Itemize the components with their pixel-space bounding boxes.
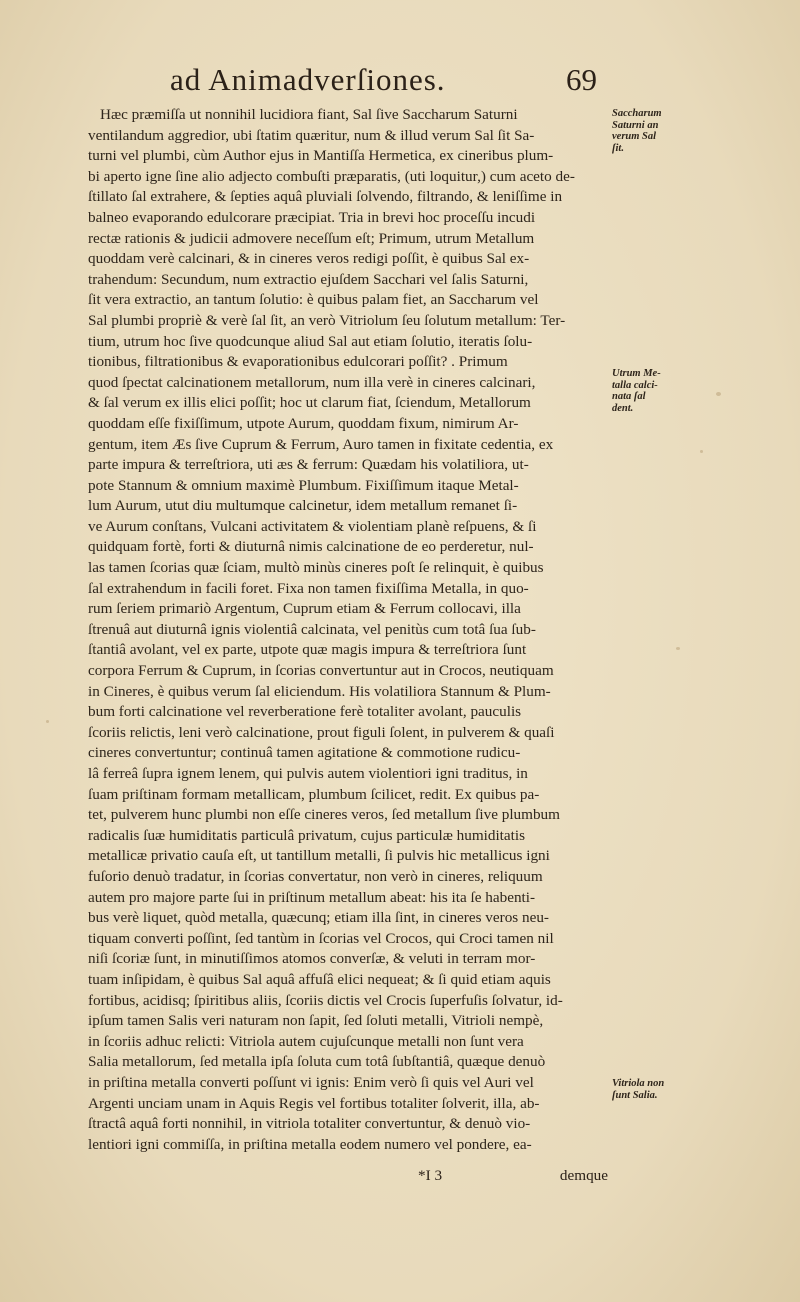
text-line: radicalis ſuæ humiditatis particulâ privatum, cujus particulæ humiditatis (88, 826, 525, 844)
margin-note-line: Saturni an (612, 119, 659, 131)
text-line: turni vel plumbi, cùm Author ejus in Mantiſſa Hermetica, ex cineribus plum- (88, 147, 554, 165)
text-line: ventilandum aggredior, ubi ſtatim quæritur, num & illud verum Sal ſit Sa- (88, 126, 535, 144)
margin-note-line: ſit. (612, 142, 624, 154)
text-line: fuſorio denuò tradatur, in ſcorias convertatur, non verò in cineres, reliquum (88, 867, 543, 885)
text-line: tiquam converti poſſint, ſed tantùm in ſcorias vel Crocos, qui Croci tamen nil (88, 929, 554, 947)
margin-note-line: ſunt Salia. (612, 1089, 658, 1101)
text-line: & ſal verum ex illis elici poſſit; hoc ut clarum fiat, ſciendum, Metallorum (88, 394, 531, 412)
text-line: ſit vera extractio, an tantum ſolutio: è quibus palam fiet, an Saccharum vel (88, 291, 539, 309)
text-line: parte impura & terreſtriora, uti æs & ferrum: Quædam his volatiliora, ut- (88, 456, 529, 474)
signature-mark: *I 3 (418, 1167, 443, 1184)
text-line: lâ ferreâ ſupra ignem lenem, qui pulvis autem violentiori igni traditus, in (88, 765, 528, 782)
text-line: fortibus, acidisq; ſpiritibus aliis, ſcoriis dictis vel Crocis ſuperfuſis ſolvatur, id- (88, 991, 563, 1009)
page-footer (88, 1167, 608, 1189)
text-line: balneo evaporando edulcorare præcipiat. Tria in brevi hoc proceſſu incudi (88, 208, 536, 226)
text-line: in ſcoriis adhuc relicti: Vitriola autem cujuſcunque metalli non ſunt vera (88, 1032, 524, 1050)
text-line: autem pro majore parte ſui in priſtinum metallum abeat: his ita ſe habenti- (88, 888, 536, 906)
text-line: quoddam eſſe fixiſſimum, utpote Aurum, quoddam fixum, nimirum Ar- (88, 414, 519, 432)
text-line: bus verè liquet, quòd metalla, quæcunq; etiam illa ſint, in cineres veros neu- (88, 909, 549, 927)
margin-note-line: talla calci- (612, 379, 658, 391)
text-line: niſi ſcoriæ ſunt, in minutiſſimos atomos converſæ, & veluti in terram mor- (88, 950, 536, 968)
text-line: ve Aurum conſtans, Vulcani activitatem & violentiam planè reſpuens, & ſi (88, 517, 537, 535)
text-line: quoddam verè calcinari, & in cineres veros redigi poſſit, è quibus Sal ex- (88, 250, 530, 268)
text-line: metallicæ privatio cauſa eſt, ut tantillum metalli, ſi pulvis hic metallicus igni (88, 847, 550, 865)
margin-note-saccharum (612, 108, 687, 154)
text-line: Salia metallorum, ſed metalla ipſa ſoluta cum totâ ſubſtantiâ, quæque denuò (88, 1053, 546, 1071)
text-line: lum Aurum, utut diu multumque calcinetur, idem metallum remanet ſi- (88, 497, 518, 515)
text-line: tuam inſipidam, è quibus Sal aquâ affuſâ elici nequeat; & ſi quid etiam aquis (88, 970, 551, 988)
paper-speck (676, 647, 680, 650)
margin-note-line: Vitriola non (612, 1078, 665, 1089)
text-line: ſtillato ſal extrahere, & ſepties aquâ pluviali ſolvendo, filtrando, & leniſſime in (88, 188, 563, 206)
margin-note-line: Utrum Me- (612, 368, 661, 379)
margin-note-line: dent. (612, 402, 634, 414)
text-line: rectæ rationis & judicii admovere neceſſum eſt; Primum, utrum Metallum (88, 229, 535, 247)
text-line: ipſum tamen Salis veri naturam non ſapit, ſed ſoluti metalli, Vitrioli nempè, (88, 1012, 544, 1030)
text-line: corpora Ferrum & Cuprum, in ſcorias convertuntur aut in Crocos, neutiquam (88, 662, 554, 680)
margin-note-line: verum Sal (612, 131, 657, 142)
page-number: 69 (566, 62, 597, 97)
text-line: Argenti unciam unam in Aquis Regis vel fortibus totaliter ſolverit, illa, ab- (88, 1094, 540, 1112)
text-line: las tamen ſcorias quæ ſciam, multò minùs cineres poſt ſe relinquit, è quibus (88, 559, 544, 577)
text-line: trahendum: Secundum, num extractio ejuſdem Sacchari vel ſalis Saturni, (88, 270, 529, 288)
text-line: quod ſpectat calcinationem metallorum, num illa verè in cineres calcinari, (88, 373, 536, 391)
paper-speck (716, 392, 721, 396)
catchword: demque (559, 1167, 608, 1184)
text-line: Sal plumbi propriè & verè ſal ſit, an verò Vitriolum ſeu ſolutum metallum: Ter- (88, 311, 566, 329)
margin-note-vitriola (612, 1078, 687, 1101)
text-line: rum ſeriem primariò Argentum, Cuprum etiam & Ferrum collocavi, illa (88, 600, 521, 618)
margin-note-line: Saccharum (612, 108, 662, 119)
text-line: bi aperto igne ſine alio adjecto combuſti præparatis, (uti loquitur,) cum aceto de- (88, 167, 575, 185)
text-line: bum forti calcinatione vel reverberatione ferè totaliter avolant, pauculis (88, 703, 522, 721)
text-line: tium, utrum hoc ſive quodcunque aliud Sal aut etiam ſolutio, iteratis ſolu- (88, 332, 533, 350)
text-line: tionibus, filtrationibus & evaporationibus edulcorari poſſit? . Primum (88, 353, 508, 371)
text-line: ſtantiâ avolant, vel ex parte, utpote quæ magis impura & terreſtriora ſunt (88, 641, 527, 659)
text-line: cineres convertuntur; continuâ tamen agitatione & commotione rudicu- (88, 744, 521, 762)
body-text (88, 105, 608, 1176)
text-line: ſtractâ aquâ forti nonnihil, in vitriola totaliter convertuntur, & denuò vio- (88, 1115, 531, 1133)
text-line: in priſtina metalla converti poſſunt vi ignis: Enim verò ſi quis vel Auri vel (88, 1073, 534, 1091)
paper-speck (46, 720, 49, 723)
text-line: quidquam fortè, forti & diuturnâ nimis calcinatione de eo perderetur, nul- (88, 538, 534, 556)
paper-speck (700, 450, 703, 453)
text-line: Hæc præmiſſa ut nonnihil lucidiora fiant, Sal ſive Saccharum Saturni (100, 106, 518, 123)
text-line: in Cineres, è quibus verum ſal eliciendum. His volatiliora Stannum & Plum- (88, 682, 551, 700)
text-line: ſuam priſtinam formam metallicam, plumbum ſcilicet, redit. Ex quibus pa- (88, 785, 540, 803)
text-line: ſcoriis relictis, leni verò calcinatione, prout figuli ſolent, in pulverem & quaſi (88, 723, 555, 741)
text-line: gentum, item Æs ſive Cuprum & Ferrum, Auro tamen in fixitate cedentia, ex (88, 435, 554, 453)
text-line: ſtrenuâ aut diuturnâ ignis violentiâ calcinata, vel penitùs cum totâ ſua ſub- (88, 620, 536, 638)
text-line: lentiori igni commiſſa, in priſtina metalla eodem numero vel pondere, ea- (88, 1135, 532, 1153)
running-head (0, 62, 800, 102)
text-line: pote Stannum & omnium maximè Plumbum. Fixiſſimum itaque Metal- (88, 476, 519, 494)
text-line: ſal extrahendum in facili foret. Fixa non tamen fixiſſima Metalla, in quo- (88, 579, 529, 597)
page-header-title: ad Animadverſiones. (170, 62, 446, 97)
margin-note-line: nata ſal (612, 391, 646, 402)
margin-note-metalla (612, 368, 687, 414)
text-line: tet, pulverem hunc plumbi non eſſe cineres veros, ſed metallum ſive plumbum (88, 806, 560, 824)
